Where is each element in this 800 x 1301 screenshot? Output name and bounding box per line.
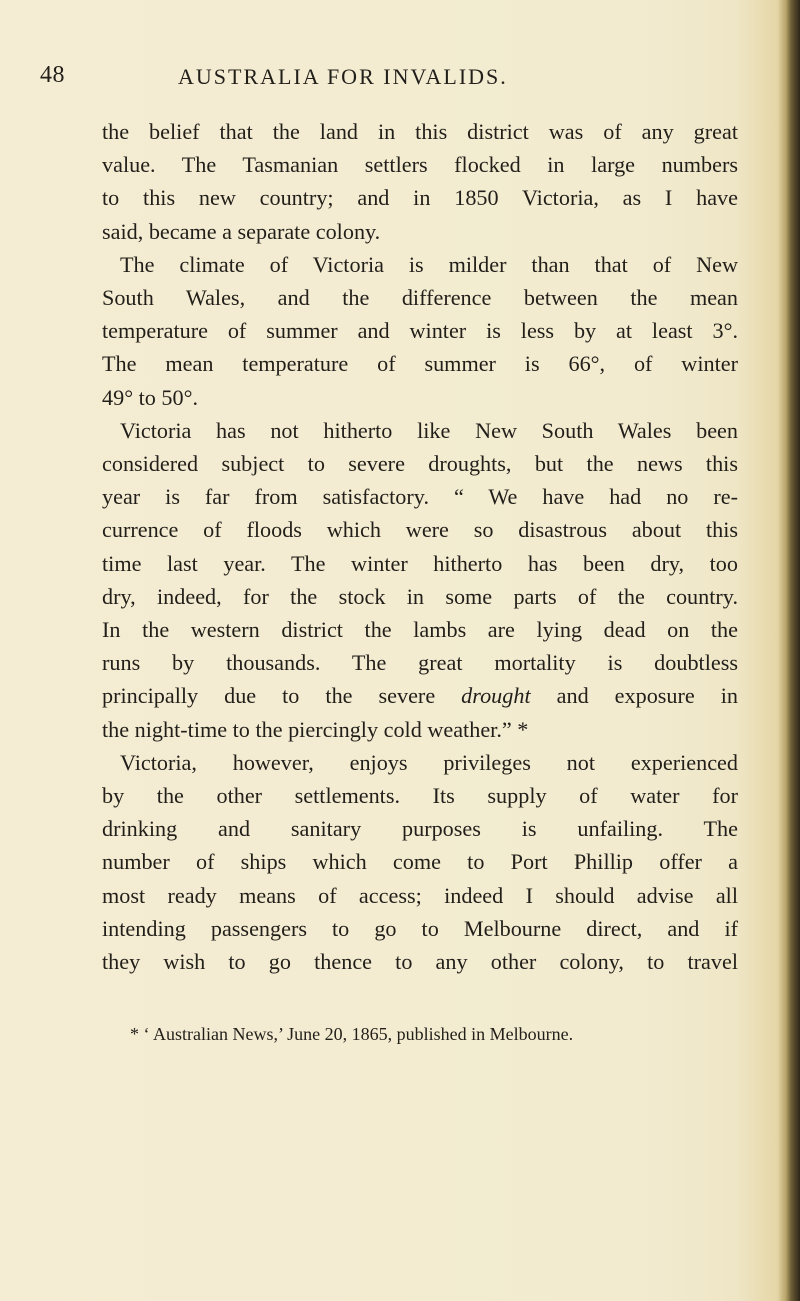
text-line: the night-time to the piercingly cold weather.” *	[102, 716, 529, 742]
text-segment: principally due to the severe	[102, 683, 436, 709]
text-line: South Wales, and the difference between the mean	[102, 285, 738, 311]
text-line: 49° to 50°.	[102, 384, 199, 410]
text-line: by the other settlements. Its supply of water for	[102, 783, 738, 809]
text-line: intending passengers to go to Melbourne direct, and if	[102, 915, 738, 941]
text-line: most ready means of access; indeed I should advise all	[102, 882, 738, 908]
text-line: In the western district the lambs are lying dead on the	[102, 617, 738, 643]
page-number: 48	[40, 62, 65, 88]
text-line: to this new country; and in 1850 Victoria, as I have	[102, 185, 738, 211]
footnote: * ‘ Australian News,’ June 20, 1865, published in Melbourne.	[130, 1024, 574, 1044]
italic-word: drought	[461, 683, 531, 709]
text-line: year is far from satisfactory. “ We have had no re-	[102, 484, 738, 510]
text-line: currence of floods which were so disastrous about this	[102, 517, 738, 543]
text-line: Victoria, however, enjoys privileges not experienced	[120, 749, 738, 775]
text-line: number of ships which come to Port Phillip offer a	[102, 849, 738, 875]
page-edge-shadow	[778, 0, 800, 1301]
text-line: considered subject to severe droughts, but the news this	[102, 451, 738, 477]
body-text	[102, 115, 738, 978]
text-line: The mean temperature of summer is 66°, of winter	[102, 351, 738, 377]
text-line: they wish to go thence to any other colony, to travel	[102, 949, 738, 975]
text-line: temperature of summer and winter is less by at least 3°.	[102, 318, 738, 344]
text-segment: and exposure in	[556, 683, 739, 709]
running-head: AUSTRALIA FOR INVALIDS.	[178, 64, 508, 89]
text-line: The climate of Victoria is milder than that of New	[120, 251, 738, 277]
text-line: Victoria has not hitherto like New South Wales been	[120, 417, 738, 443]
text-line: drinking and sanitary purposes is unfailing. The	[102, 816, 738, 842]
text-line: time last year. The winter hitherto has been dry, too	[102, 550, 738, 576]
page-header	[40, 62, 760, 92]
text-line-with-italic	[102, 679, 738, 712]
text-line: runs by thousands. The great mortality is doubtless	[102, 650, 738, 676]
text-line: said, became a separate colony.	[102, 218, 381, 244]
text-line: dry, indeed, for the stock in some parts of the country.	[102, 583, 738, 609]
text-line: value. The Tasmanian settlers flocked in large numbers	[102, 152, 738, 178]
text-line: the belief that the land in this district was of any great	[102, 119, 738, 144]
